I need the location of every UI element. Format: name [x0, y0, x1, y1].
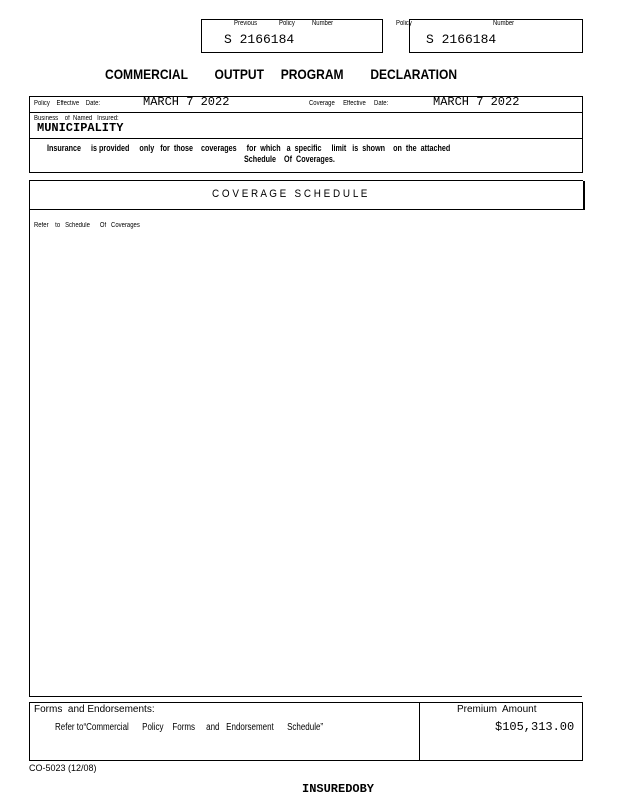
coverage-effective-label: Coverage Effective Date:	[309, 100, 389, 107]
page-title: COMMERCIAL OUTPUT PROGRAM DECLARATION	[105, 66, 458, 82]
premium-divider	[419, 703, 420, 760]
notice-line-2: Schedule Of Coverages.	[244, 154, 335, 164]
policy-number: S 2166184	[426, 32, 497, 47]
forms-premium-box	[29, 702, 583, 761]
policy-label: Policy	[396, 20, 412, 27]
business-value: MUNICIPALITY	[37, 121, 124, 135]
refer-schedule-text: Refer to Schedule Of Coverages	[34, 222, 140, 229]
previous-label: Previous	[234, 20, 258, 27]
notice-row	[29, 138, 583, 173]
coverage-schedule-header	[30, 181, 585, 210]
forms-text: Refer to“Commercial Policy Forms and Endorsement Schedule”	[55, 722, 324, 733]
form-number: CO-5023 (12/08)	[29, 763, 97, 773]
policy-effective-label: Policy Effective Date:	[34, 100, 101, 107]
premium-label: Premium Amount	[457, 704, 537, 715]
number-label: Number	[493, 20, 515, 27]
business-label: Business of Named Insured:	[34, 115, 119, 122]
policy-effective-value: MARCH 7 2022	[143, 95, 230, 109]
policy-number-box	[396, 19, 583, 53]
forms-label: Forms and Endorsements:	[34, 704, 155, 715]
previous-policy-number: S 2166184	[224, 32, 295, 47]
coverage-schedule-bottom-line	[29, 696, 582, 697]
coverage-schedule-box	[29, 180, 583, 697]
previous-policy-number-box	[201, 19, 383, 53]
previous-policy-label: Policy	[279, 20, 295, 27]
insured-copy-label: INSUREDOBY	[302, 782, 375, 796]
business-row	[29, 112, 583, 139]
notice-line-1: Insurance is provided only for those coverages for which a specific limit is shown on the attached	[47, 143, 451, 153]
effective-date-row	[29, 96, 583, 113]
premium-value: $105,313.00	[495, 720, 575, 734]
coverage-effective-value: MARCH 7 2022	[433, 95, 520, 109]
previous-number-label: Number	[312, 20, 334, 27]
coverage-schedule-title: C O V E R A G E S C H E D U L E	[212, 188, 368, 200]
